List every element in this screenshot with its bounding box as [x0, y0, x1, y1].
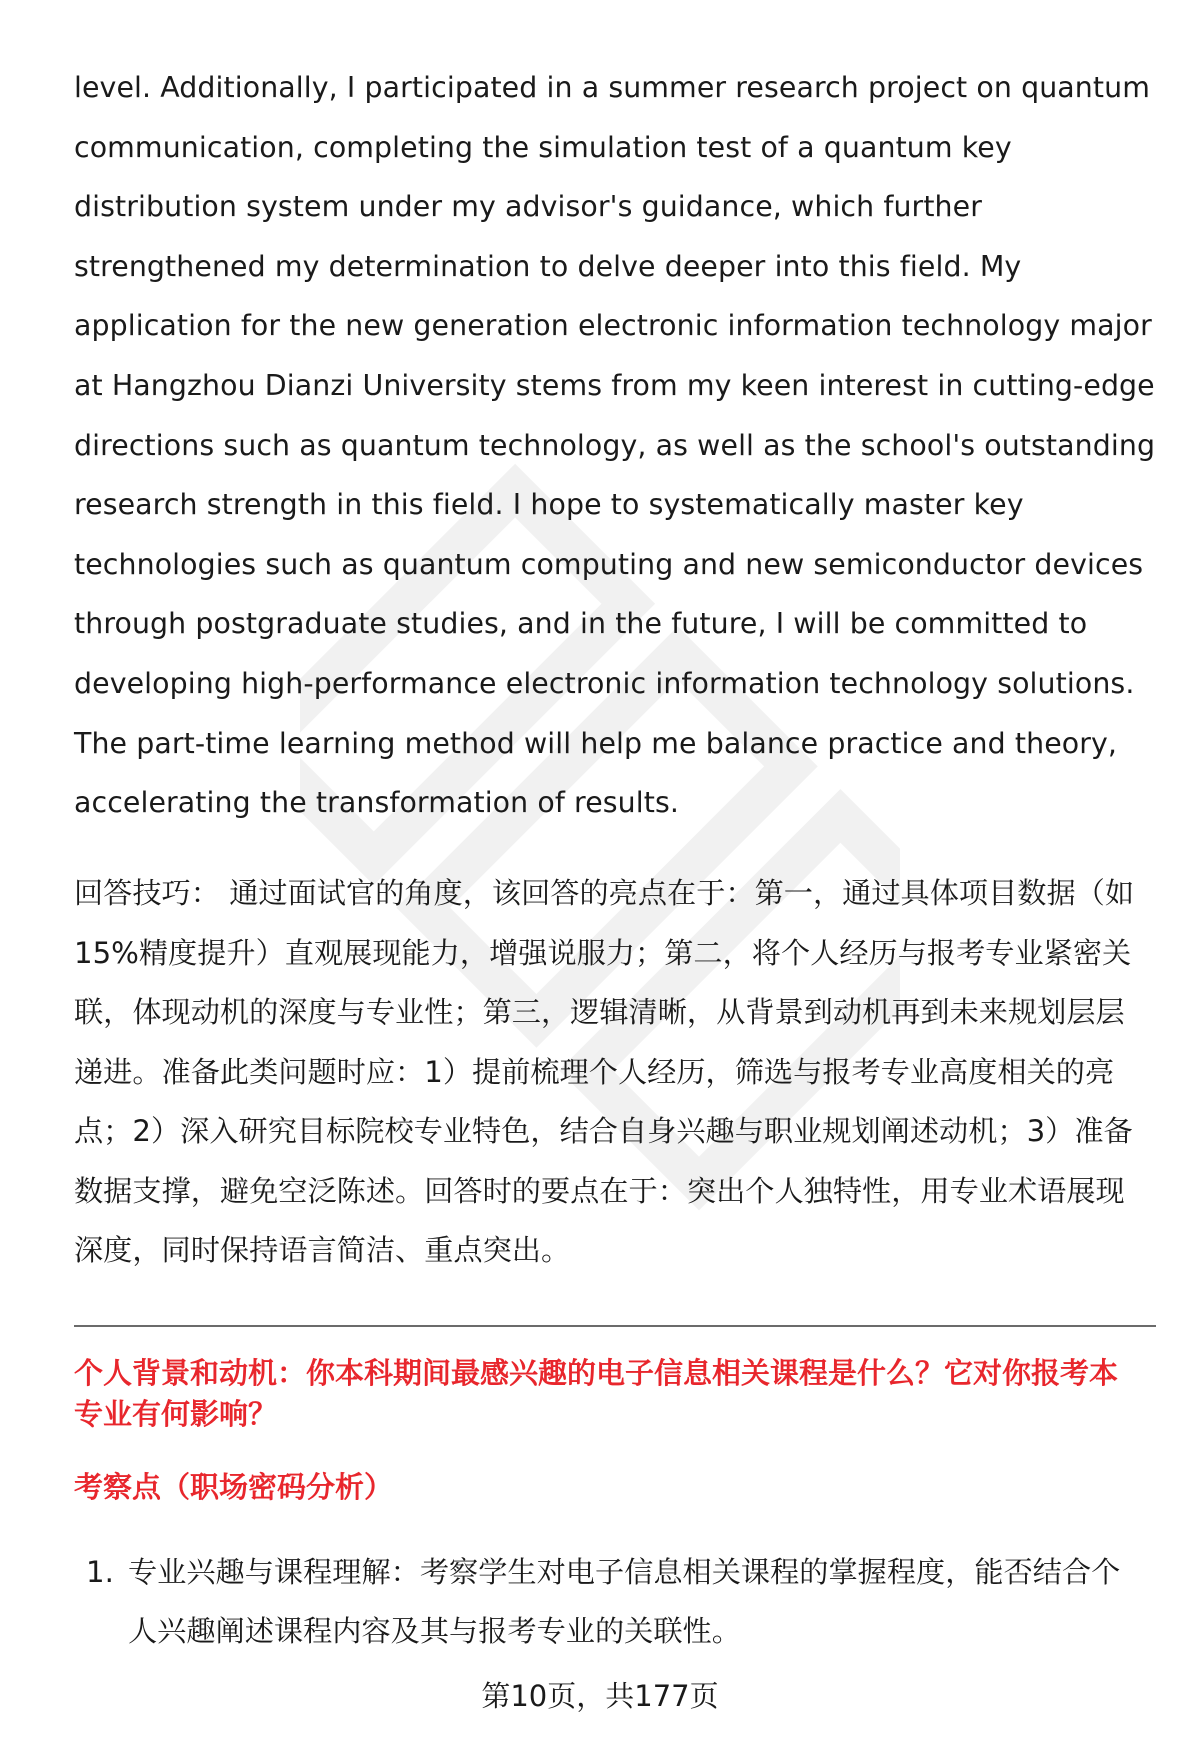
english-line: at Hangzhou Dianzi University stems from my keen interest in cutting-edge [74, 368, 1155, 402]
section-divider [74, 1325, 1156, 1327]
english-line: accelerating the transformation of results. [74, 786, 679, 820]
english-line: strengthened my determination to delve deeper into this field. My [74, 249, 1022, 283]
assessment-heading: 考察点（职场密码分析） [74, 1470, 394, 1504]
english-line: distribution system under my advisor's guidance, which further [74, 190, 982, 224]
question-line: 专业有何影响？ [74, 1397, 278, 1431]
english-line: level. Additionally, I participated in a summer research project on quantum [74, 71, 1150, 104]
answer-tips-line: 联，体现动机的深度与专业性；第三，逻辑清晰，从背景到动机再到未来规划层层 [74, 995, 1125, 1029]
answer-tips-line: 数据支撑，避免空泛陈述。回答时的要点在于：突出个人独特性，用专业术语展现 [74, 1173, 1125, 1208]
english-line: application for the new generation electronic information technology major [74, 309, 1152, 343]
english-line: directions such as quantum technology, as well as the school's outstanding [74, 428, 1156, 462]
english-line: technologies such as quantum computing and new semiconductor devices [74, 547, 1144, 581]
answer-tips-line: 递进。准备此类问题时应：1）提前梳理个人经历，筛选与报考专业高度相关的亮 [74, 1054, 1115, 1089]
answer-tips-line: 点；2）深入研究目标院校专业特色，结合自身兴趣与职业规划阐述动机；3）准备 [74, 1114, 1133, 1148]
list-item [74, 1543, 1156, 1661]
page-number-footer: 第10页，共177页 [481, 1679, 719, 1713]
answer-tips-line: 深度，同时保持语言简洁、重点突出。 [74, 1233, 571, 1267]
list-item-number: 1. [86, 1555, 114, 1589]
english-answer-paragraph [74, 58, 1156, 833]
question-line: 个人背景和动机：你本科期间最感兴趣的电子信息相关课程是什么？它对你报考本 [74, 1356, 1119, 1390]
question-heading [74, 1353, 1156, 1435]
english-line: The part-time learning method will help me balance practice and theory, [74, 726, 1118, 760]
list-item-line: 人兴趣阐述课程内容及其与报考专业的关联性。 [128, 1614, 741, 1648]
english-line: research strength in this field. I hope to systematically master key [74, 488, 1024, 522]
list-item-line: 专业兴趣与课程理解：考察学生对电子信息相关课程的掌握程度，能否结合个 [128, 1555, 1121, 1589]
english-line: communication, completing the simulation test of a quantum key [74, 130, 1012, 164]
answer-tips-line: 回答技巧： 通过面试官的角度，该回答的亮点在于：第一，通过具体项目数据（如 [74, 876, 1135, 910]
english-line: through postgraduate studies, and in the future, I will be committed to [74, 607, 1088, 641]
list-item-text [128, 1543, 1156, 1661]
answer-tips-line: 15%精度提升）直观展现能力，增强说服力；第二，将个人经历与报考专业紧密关 [74, 935, 1132, 970]
answer-tips-paragraph [74, 864, 1156, 1281]
assessment-list [74, 1543, 1156, 1661]
english-line: developing high-performance electronic information technology solutions. [74, 666, 1135, 700]
